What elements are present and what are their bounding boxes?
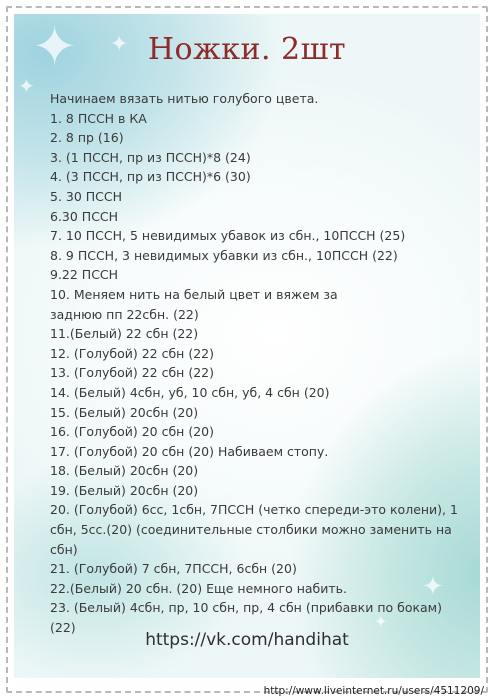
instruction-line: 11.(Белый) 22 сбн (22) — [50, 326, 199, 342]
instruction-line: 6.30 ПССН — [50, 208, 119, 224]
star-decoration-icon: ✦ — [18, 74, 35, 98]
instruction-line: заднюю пп 22сбн. (22) — [50, 306, 199, 322]
star-decoration-icon: ✦ — [422, 572, 444, 602]
star-decoration-icon: ✦ — [32, 15, 78, 78]
instruction-line: 14. (Белый) 4сбн, уб, 10 сбн, уб, 4 сбн (20) — [50, 384, 330, 400]
instruction-line: 9.22 ПССН — [50, 267, 119, 283]
instruction-line: 2. 8 пр (16) — [50, 130, 124, 146]
instruction-line: 15. (Белый) 20сбн (20) — [50, 404, 199, 420]
instruction-line: 8. 9 ПССН, 3 невидимых убавки из сбн., 10ПССН (22) — [50, 247, 398, 263]
instruction-line: 7. 10 ПССН, 5 невидимых убавок из сбн., 10ПССН (25) — [50, 228, 406, 244]
instruction-line: сбн, 5сс.(20) (соединительные столбики можно заменить на — [50, 522, 452, 538]
instruction-line: 20. (Голубой) 6сс, 1сбн, 7ПССН (четко спереди-это колени), 1 — [50, 502, 458, 518]
instruction-line: 3. (1 ПССН, пр из ПССН)*8 (24) — [50, 149, 251, 165]
watermark-url: http://www.liveinternet.ru/users/4511209/ — [263, 685, 484, 697]
star-decoration-icon: ✦ — [110, 32, 129, 57]
instruction-line: 16. (Голубой) 20 сбн (20) — [50, 424, 214, 440]
instruction-line: сбн) — [50, 541, 78, 557]
instruction-line: 5. 30 ПССН — [50, 188, 123, 204]
pattern-instructions — [50, 89, 470, 638]
instruction-line: 21. (Голубой) 7 сбн, 7ПССН, 6сбн (20) — [50, 561, 297, 577]
instruction-line: 10. Меняем нить на белый цвет и вяжем за — [50, 286, 338, 302]
instruction-line: 23. (Белый) 4сбн, пр, 10 сбн, пр, 4 сбн (прибавки по бокам) (22) — [50, 600, 442, 636]
instruction-line: 13. (Голубой) 22 сбн (22) — [50, 365, 214, 381]
star-decoration-icon: ✦ — [374, 612, 388, 631]
instruction-line: 12. (Голубой) 22 сбн (22) — [50, 345, 214, 361]
instruction-line: 18. (Белый) 20сбн (20) — [50, 463, 199, 479]
instruction-line: 17. (Голубой) 20 сбн (20) Набиваем стопу. — [50, 443, 329, 459]
page-title: Ножки. 2шт — [147, 32, 347, 67]
source-link[interactable]: https://vk.com/handihat — [145, 630, 349, 650]
instruction-line: 4. (3 ПССН, пр из ПССН)*6 (30) — [50, 169, 251, 185]
instruction-line: 1. 8 ПССН в КА — [50, 110, 147, 126]
instruction-line: 22.(Белый) 20 сбн. (20) Еще немного набить. — [50, 580, 347, 596]
instruction-line: Начинаем вязать нитью голубого цвета. — [50, 91, 319, 106]
instruction-line: 19. (Белый) 20сбн (20) — [50, 482, 199, 498]
pattern-card — [14, 14, 480, 678]
